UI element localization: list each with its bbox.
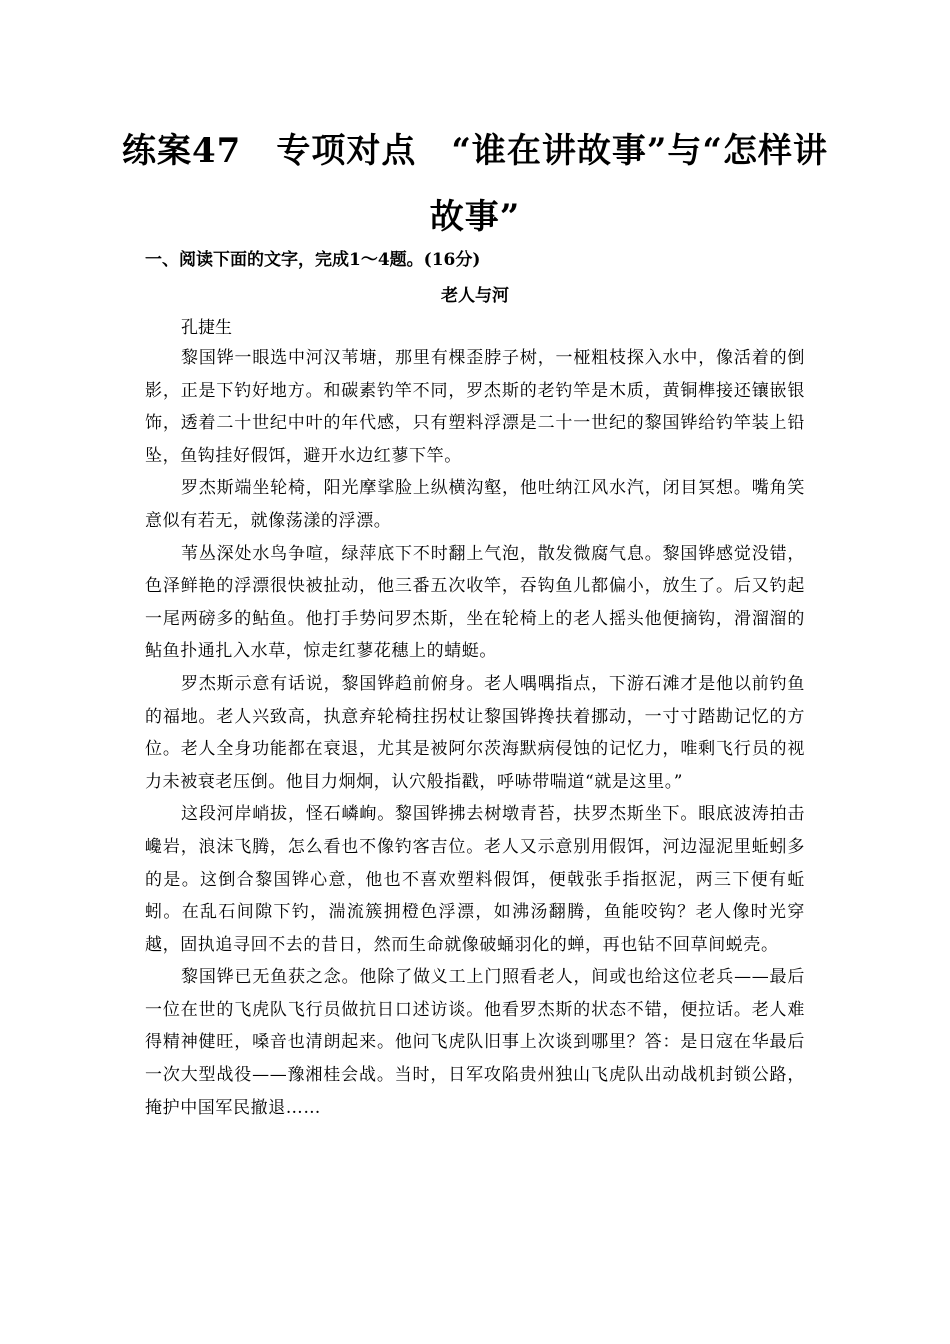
paragraph: 罗杰斯示意有话说，黎国铧趋前俯身。老人喁喁指点，下游石滩才是他以前钓鱼的福地。老人兴致高，执意弃轮椅拄拐杖让黎国铧搀扶着挪动，一寸寸踏勘记忆的方位。老人全身功能都在衰退，尤其是被阿尔茨海默病侵蚀的记忆力，唯剩飞行员的视力未被衰老压倒。他目力炯炯，认穴般指戳，呼哧带喘道“就是这里。”: [145, 673, 805, 792]
paragraph: 黎国铧已无鱼获之念。他除了做义工上门照看老人，间或也给这位老兵——最后一位在世的飞虎队飞行员做抗日口述访谈。他看罗杰斯的状态不错，便拉话。老人难得精神健旺，嗓音也清朗起来。他问飞虎队旧事上次谈到哪里？答：是日寇在华最后一次大型战役——豫湘桂会战。当时，日军攻陷贵州独山飞虎队出动战机封锁公路，掩护中国军民撤退……: [145, 967, 805, 1118]
author-name: 孔捷生: [181, 318, 232, 338]
paragraph: 黎国铧一眼选中河汉苇塘，那里有棵歪脖子树，一桠粗枝探入水中，像活着的倒影，正是下钓好地方。和碳素钓竿不同，罗杰斯的老钓竿是木质，黄铜榫接还镶嵌银饰，透着二十世纪中叶的年代感，只有塑料浮漂是二十一世纪的黎国铧给钓竿装上铅坠，鱼钩挂好假饵，避开水边红蓼下竿。: [145, 348, 805, 466]
document-title: 练案47 专项对点 “谁在讲故事”与“怎样讲故事”: [122, 131, 828, 237]
article-body: [145, 342, 805, 1124]
section-heading: 一、阅读下面的文字，完成1～4题。(16分): [145, 250, 481, 270]
paragraph: 苇丛深处水鸟争喧，绿萍底下不时翻上气泡，散发微腐气息。黎国铧感觉没错，色泽鲜艳的浮漂很快被扯动，他三番五次收竿，吞钩鱼儿都偏小，放生了。后又钓起一尾两磅多的鲇鱼。他打手势问罗杰斯，坐在轮椅上的老人摇头他便摘钩，滑溜溜的鲇鱼扑通扎入水草，惊走红蓼花穗上的蜻蜓。: [145, 543, 805, 662]
paragraph: 罗杰斯端坐轮椅，阳光摩挲脸上纵横沟壑，他吐纳江风水汽，闭目冥想。嘴角笑意似有若无，就像荡漾的浮漂。: [145, 478, 805, 531]
article-title: 老人与河: [441, 286, 509, 306]
paragraph: 这段河岸峭拔，怪石嶙峋。黎国铧拂去树墩青苔，扶罗杰斯坐下。眼底波涛拍击巉岩，浪沫飞腾，怎么看也不像钓客吉位。老人又示意别用假饵，河边湿泥里蚯蚓多的是。这倒合黎国铧心意，他也不喜欢塑料假饵，便戟张手指抠泥，两三下便有蚯蚓。在乱石间隙下钓，湍流簇拥橙色浮漂，如沸汤翻腾，鱼能咬钩？老人像时光穿越，固执追寻回不去的昔日，然而生命就像破蛹羽化的蝉，再也钻不回草间蜕壳。: [145, 804, 805, 955]
